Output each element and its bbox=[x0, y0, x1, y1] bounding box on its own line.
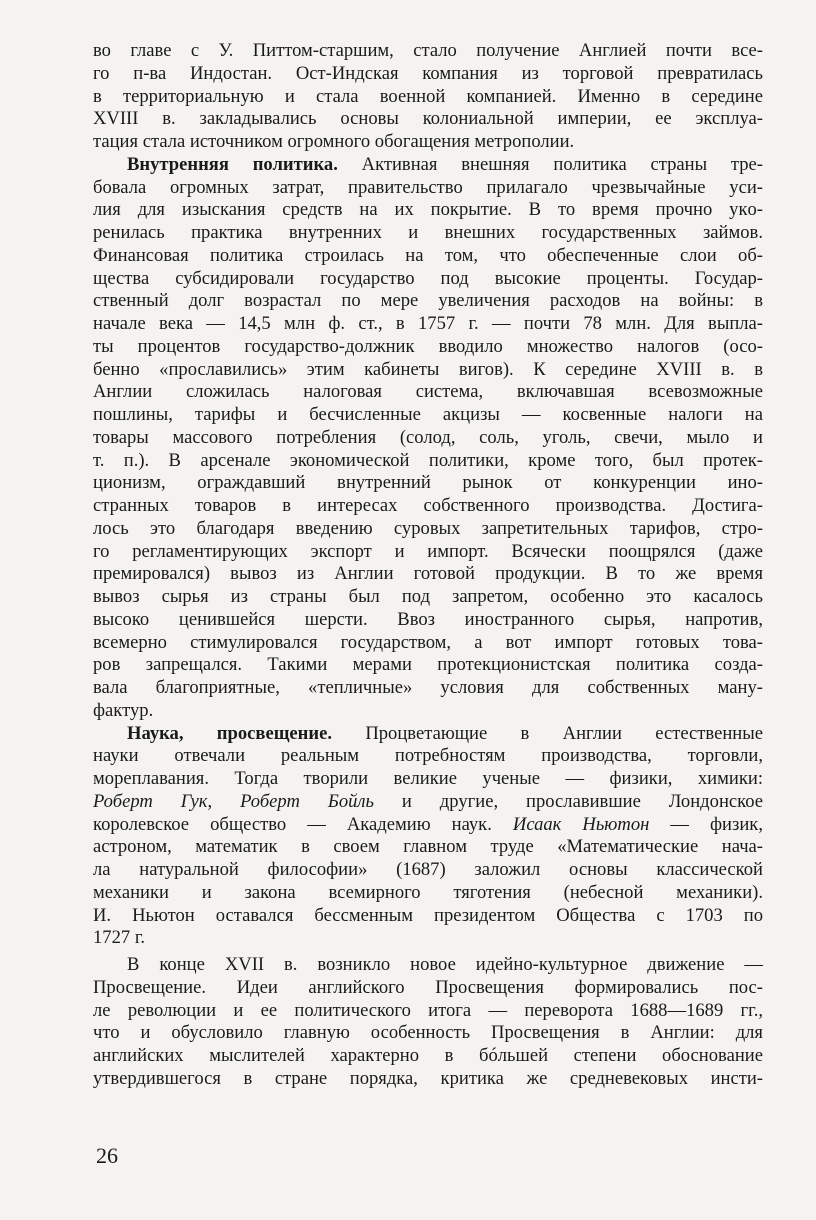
text-line: Англии сложилась налоговая система, включавшая всевозможные bbox=[93, 381, 763, 403]
paragraph-colonial bbox=[93, 40, 763, 154]
text-line: Финансовая политика строилась на том, что обеспеченные слои об- bbox=[93, 244, 763, 266]
text-line: вывоз сырья из страны был под запретом, особенно это касалось bbox=[93, 586, 763, 607]
text-line: XVIII в. закладывались основы колониальной империи, ее эксплуа- bbox=[93, 108, 763, 130]
body-text bbox=[93, 40, 763, 1091]
text-line: щества субсидировали государство под высокие проценты. Государ- bbox=[93, 267, 763, 289]
text-line: мореплавания. Тогда творили великие ученые — физики, химики: bbox=[93, 768, 763, 789]
text-fragment: королевское общество — Академию наук. bbox=[93, 813, 513, 835]
text-line: в территориальную и стала военной компанией. Именно в середине bbox=[93, 85, 763, 107]
text-line: механики и закона всемирного тяготения (небесной механики). bbox=[93, 881, 763, 903]
text-line: лия для изыскания средств на их покрытие. В то время прочно укo- bbox=[93, 199, 763, 221]
text-line: утвердившегося в стране порядка, критика же средневековых инсти- bbox=[93, 1067, 763, 1089]
text-line: что и обусловило главную особенность Просвещения в Англии: для bbox=[93, 1022, 763, 1044]
text-fragment: Активная внешняя политика страны тре- bbox=[337, 153, 763, 175]
text-line: Просвещение. Идеи английского Просвещения формировались пос- bbox=[93, 976, 763, 998]
text-line: странных товаров в интересах собственного производства. Достига- bbox=[93, 495, 763, 516]
paragraph-enlightenment bbox=[93, 954, 763, 1091]
text-line: ственный долг возрастал по мере увеличения расходов на войны: в bbox=[93, 290, 763, 312]
text-line: т. п.). В арсенале экономической политики, кроме того, был протек- bbox=[93, 449, 763, 471]
text-line: начале века — 14,5 млн ф. ст., в 1757 г. — почти 78 млн. Для выпла- bbox=[93, 313, 763, 334]
person-name: Исаак Ньютон bbox=[512, 813, 650, 835]
text-line: вала благоприятные, «тепличные» условия для собственных ману- bbox=[93, 677, 763, 698]
section-heading-domestic: Внутренняя политика. bbox=[127, 153, 338, 175]
text-line: бенно «прославились» этим кабинеты вигов). К середине XVIII в. в bbox=[93, 358, 763, 380]
text-line: товары массового потребления (солод, соль, уголь, свечи, мыло и bbox=[93, 426, 763, 448]
text-fragment: — физик, bbox=[649, 813, 763, 835]
text-line: ционизм, ограждавший внутренний рынок от конкуренции ино- bbox=[93, 472, 763, 494]
text-line bbox=[93, 154, 763, 177]
text-line: бовала огромных затрат, правительство прилагало чрезвычайные уси- bbox=[93, 176, 763, 198]
text-line: го регламентирующих экспорт и импорт. Всячески поощрялся (даже bbox=[93, 540, 763, 562]
text-line: ров запрещался. Такими мерами протекционистская политика созда- bbox=[93, 654, 763, 676]
text-line: ле революции и ее политического итога — переворота 1688—1689 гг., bbox=[93, 999, 763, 1021]
text-line bbox=[93, 791, 763, 814]
text-line: премировался) вывоз из Англии готовой продукции. В то же время bbox=[93, 563, 763, 585]
text-line: лось это благодаря введению суровых запретительных тарифов, стро- bbox=[93, 517, 763, 539]
text-line: науки отвечали реальным потребностям производства, торговли, bbox=[93, 745, 763, 767]
paragraph-domestic-policy bbox=[93, 154, 763, 723]
text-line: 1727 г. bbox=[93, 927, 146, 949]
text-line bbox=[93, 723, 763, 746]
text-line: И. Ньютон оставался бессменным президентом Общества с 1703 по bbox=[93, 904, 763, 926]
text-line: ты процентов государство-должник вводило множество налогов (осо- bbox=[93, 335, 763, 357]
person-name: Роберт Бойль bbox=[240, 790, 374, 812]
text-line: ренилась практика внутренних и внешних государственных займов. bbox=[93, 222, 763, 243]
text-fragment: и другие, прославившие Лондонское bbox=[373, 790, 764, 812]
text-line: высоко ценившейся шерсти. Ввоз иностранного сырья, напротив, bbox=[93, 608, 763, 630]
text-line: пошлины, тарифы и бесчисленные акцизы — косвенные налоги на bbox=[93, 404, 763, 425]
text-line: во главе с У. Питтом-старшим, стало получение Англией почти все- bbox=[93, 40, 763, 61]
paragraph-science bbox=[93, 723, 763, 951]
text-line bbox=[93, 814, 763, 837]
section-heading-science: Наука, просвещение. bbox=[127, 722, 332, 744]
page-number: 26 bbox=[96, 1143, 118, 1168]
text-line: всемерно стимулировался государством, а вот импорт готовых това- bbox=[93, 631, 763, 653]
text-fragment: , bbox=[207, 790, 241, 812]
text-line: В конце XVII в. возникло новое идейно-культурное движение — bbox=[127, 954, 763, 975]
text-line: ла натуральной философии» (1687) заложил основы классической bbox=[93, 859, 763, 880]
text-line: фактур. bbox=[93, 699, 154, 721]
text-line: тация стала источником огромного обогащения метрополии. bbox=[93, 131, 575, 152]
person-name: Роберт Гук bbox=[93, 790, 208, 812]
text-fragment: Процветающие в Англии естественные bbox=[332, 722, 763, 744]
text-line: английских мыслителей характерно в бóльшей степени обоснование bbox=[93, 1045, 763, 1066]
text-line: астроном, математик в своем главном труде «Математические нача- bbox=[93, 836, 763, 858]
text-line: го п-ва Индостан. Ост-Индская компания из торговой превратилась bbox=[93, 62, 763, 84]
